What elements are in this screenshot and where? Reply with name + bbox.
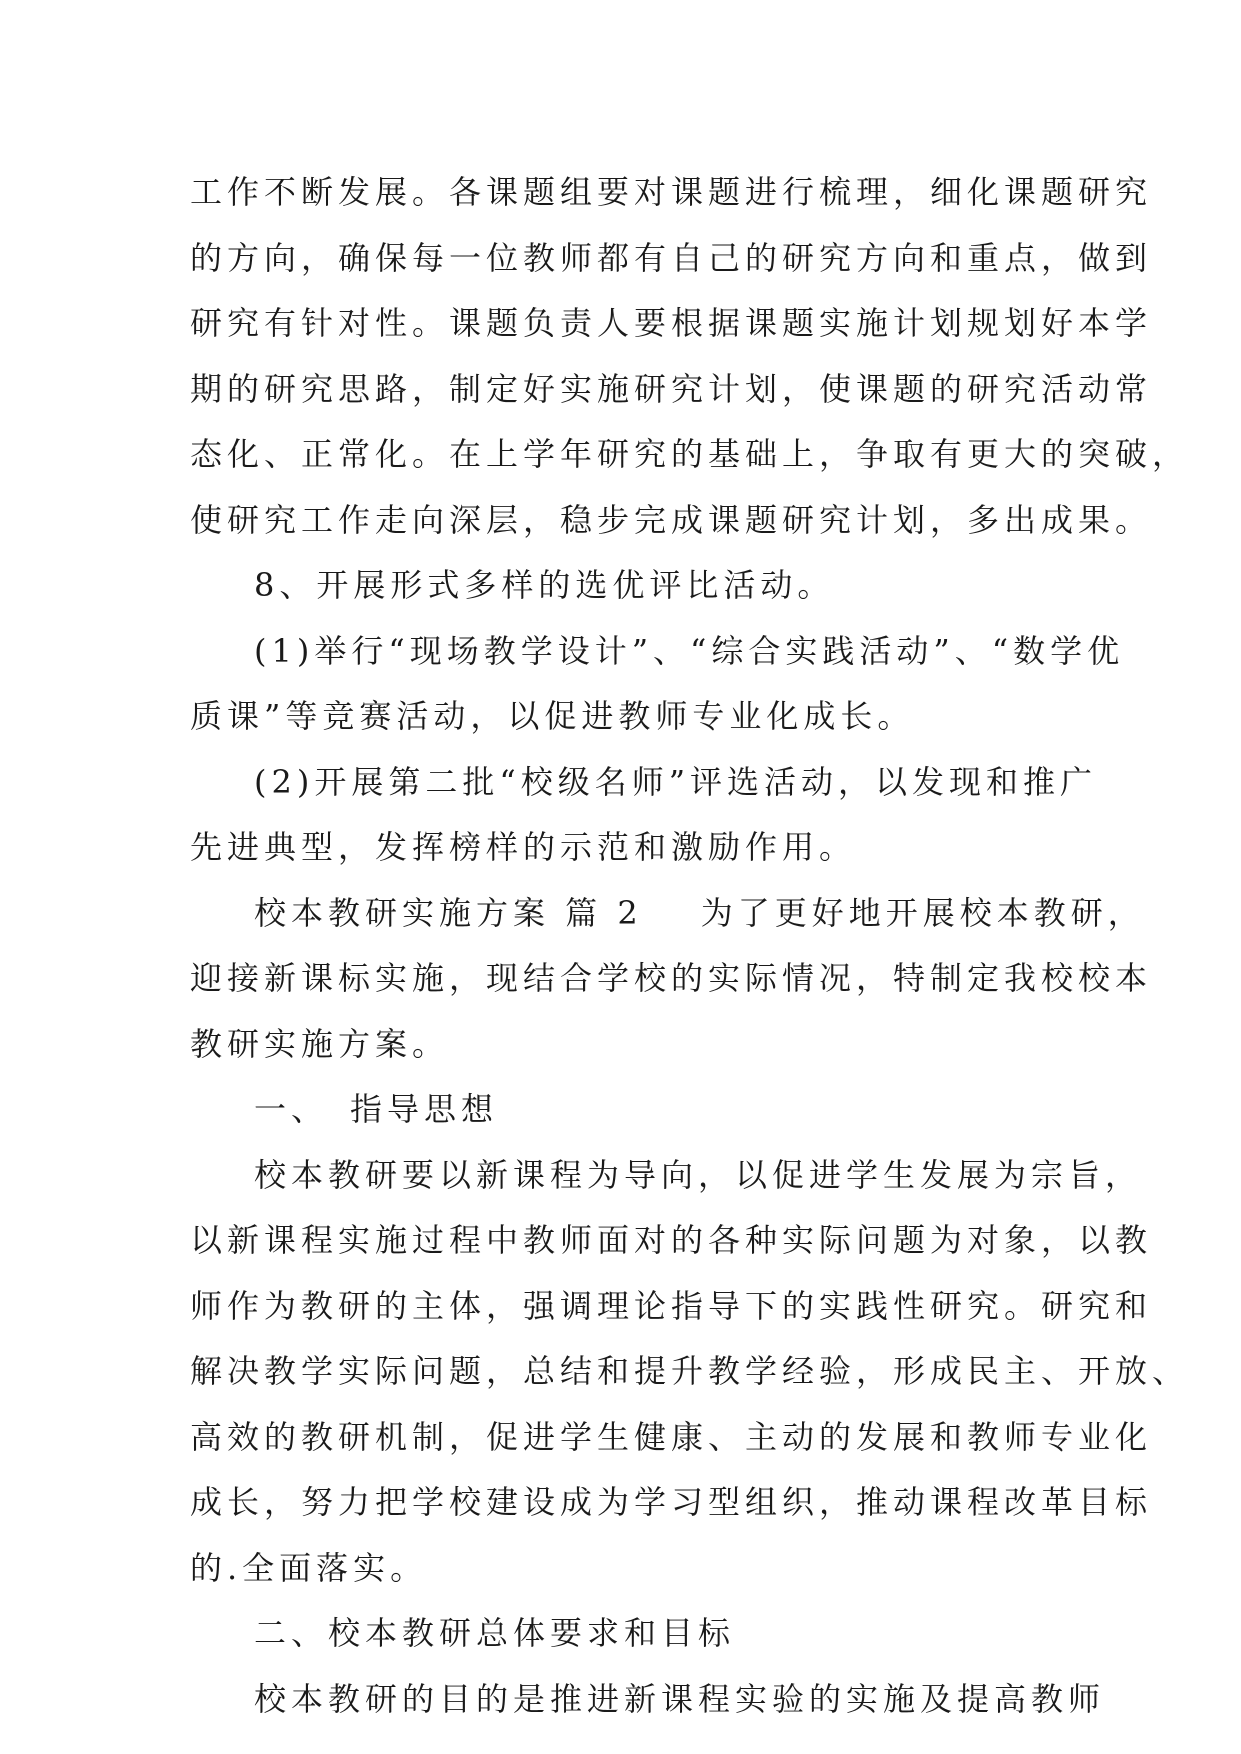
text-line: 使研究工作走向深层，稳步完成课题研究计划，多出成果。 xyxy=(190,500,1153,539)
text-line: 成长，努力把学校建设成为学习型组织，推动课程改革目标 xyxy=(190,1483,1153,1521)
text-line: 教研实施方案。 xyxy=(190,1024,450,1063)
text-line-continuation: 为了更好地开展校本教研， xyxy=(700,893,1145,932)
text-line: 研究有针对性。课题负责人要根据课题实施计划规划好本学 xyxy=(190,304,1153,342)
heading-title: 指导思想 xyxy=(350,1090,499,1128)
text-line: 先进典型，发挥榜样的示范和激励作用。 xyxy=(190,828,857,866)
section-heading: 二、校本教研总体要求和目标 xyxy=(254,1614,736,1652)
text-line: 的方向，确保每一位教师都有自己的研究方向和重点，做到 xyxy=(190,238,1153,277)
document-body xyxy=(190,160,1190,1732)
text-line: 期的研究思路，制定好实施研究计划，使课题的研究活动常 xyxy=(190,369,1153,408)
text-line: 的.全面落实。 xyxy=(190,1548,428,1587)
section-title-line xyxy=(190,881,1145,947)
list-heading: 8、开展形式多样的选优评比活动。 xyxy=(254,566,835,604)
text-line: (1)举行“现场教学设计”、“综合实践活动”、“数学优 xyxy=(254,631,1125,670)
section-title: 校本教研实施方案 篇 2 xyxy=(254,893,643,932)
text-line: 态化、正常化。在上学年研究的基础上，争取有更大的突破， xyxy=(190,435,1190,473)
text-line: 质课”等竞赛活动，以促进教师专业化成长。 xyxy=(190,697,915,735)
text-line: 高效的教研机制，促进学生健康、主动的发展和教师专业化 xyxy=(190,1417,1153,1456)
text-line: 校本教研要以新课程为导向，以促进学生发展为宗旨， xyxy=(254,1155,1143,1194)
text-line: 工作不断发展。各课题组要对课题进行梳理，细化课题研究 xyxy=(190,173,1153,211)
heading-number: 一、 xyxy=(254,1090,329,1128)
heading-line xyxy=(190,1077,1070,1143)
text-line: 解决教学实际问题，总结和提升教学经验，形成民主、开放、 xyxy=(190,1352,1190,1390)
text-line: 以新课程实施过程中教师面对的各种实际问题为对象，以教 xyxy=(190,1221,1153,1259)
text-line: (2)开展第二批“校级名师”评选活动，以发现和推广 xyxy=(254,762,1098,801)
text-line: 校本教研的目的是推进新课程实验的实施及提高教师 xyxy=(254,1679,1106,1718)
text-line: 师作为教研的主体，强调理论指导下的实践性研究。研究和 xyxy=(190,1286,1153,1325)
text-line: 迎接新课标实施，现结合学校的实际情况，特制定我校校本 xyxy=(190,959,1153,997)
